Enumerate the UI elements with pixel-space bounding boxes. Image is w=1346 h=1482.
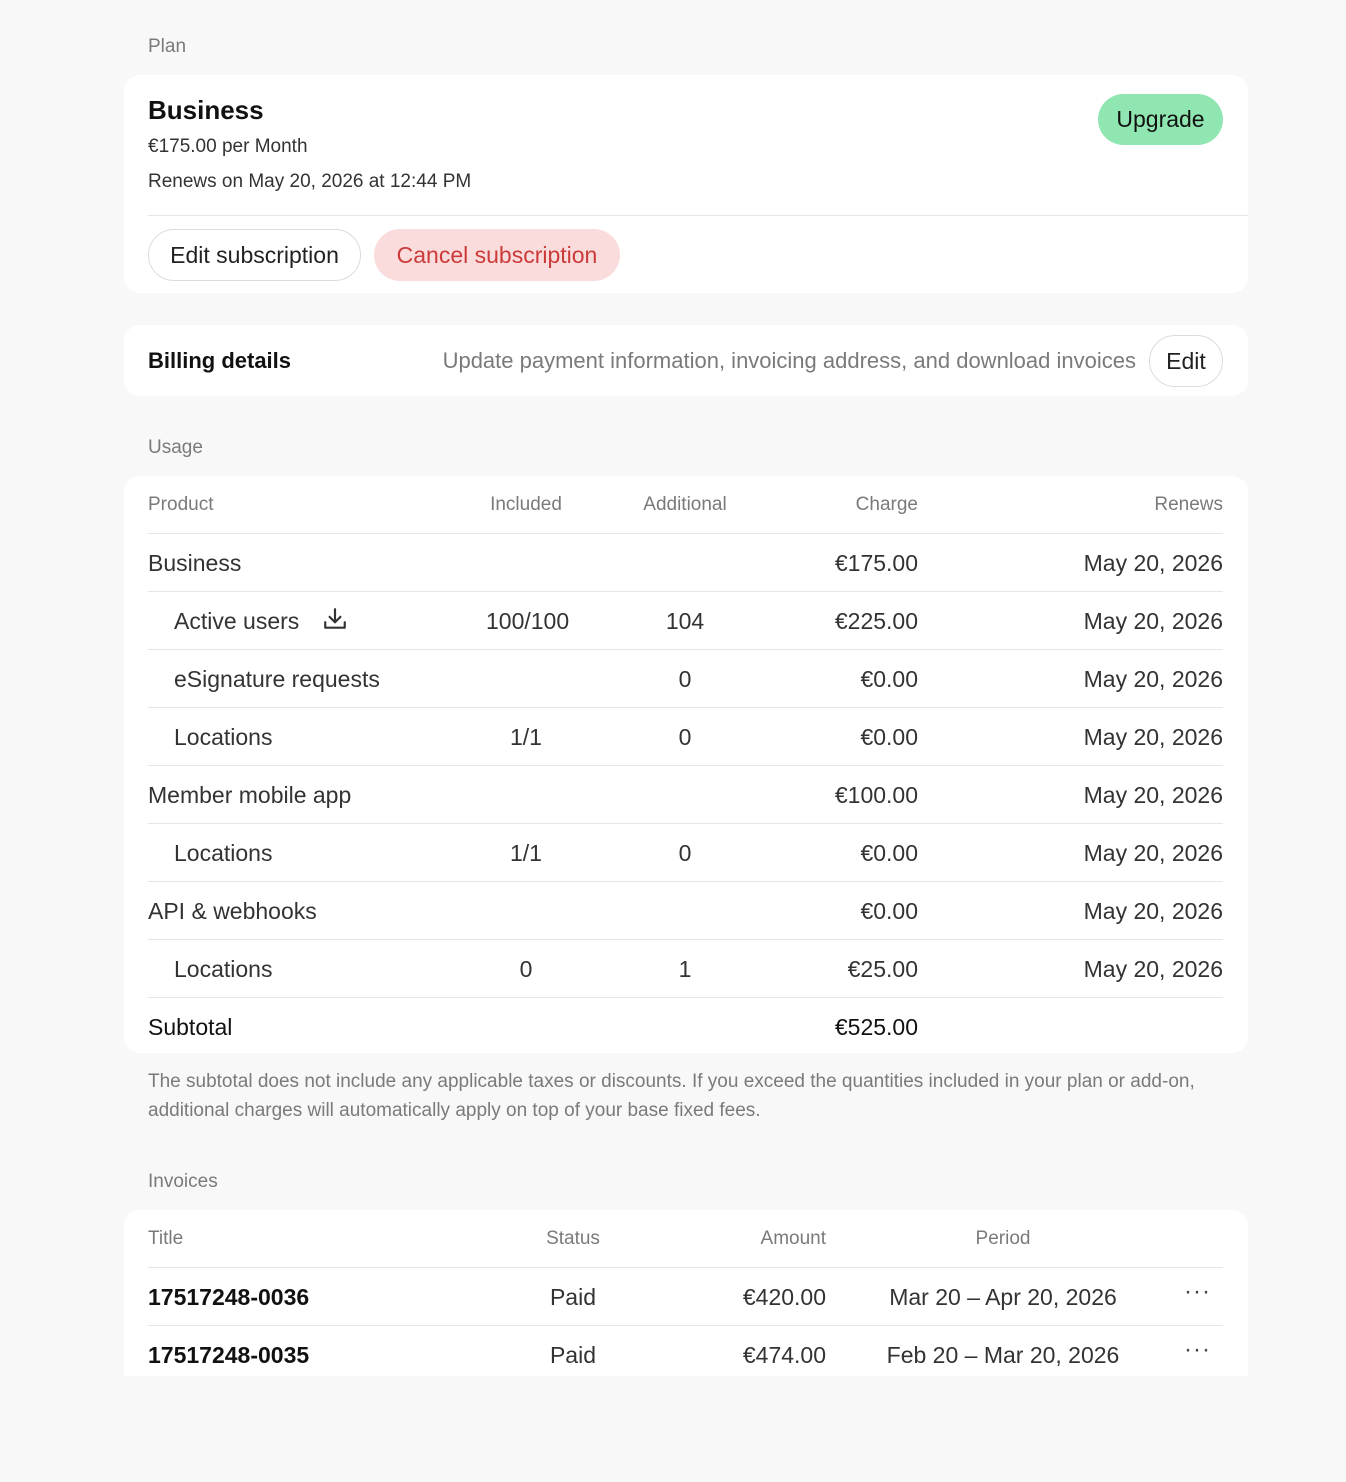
plan-section-label: Plan bbox=[148, 36, 187, 57]
included-value: 1/1 bbox=[510, 724, 542, 750]
table-row bbox=[148, 650, 1223, 708]
renews-date: May 20, 2026 bbox=[1083, 666, 1223, 692]
renews-date: May 20, 2026 bbox=[1083, 550, 1223, 576]
table-row bbox=[148, 882, 1223, 940]
additional-value: 0 bbox=[678, 724, 692, 750]
table-row bbox=[148, 940, 1223, 998]
usage-footnote: The subtotal does not include any applicable taxes or discounts. If you exceed the quantities included in your plan or add-on, additional charges will automatically apply on top of your base fixed fees. bbox=[148, 1071, 1195, 1121]
column-header-product: Product bbox=[148, 494, 214, 515]
invoice-period: Feb 20 – Mar 20, 2026 bbox=[886, 1342, 1120, 1368]
included-value: 1/1 bbox=[510, 840, 542, 866]
column-header-renews: Renews bbox=[1154, 494, 1223, 515]
invoice-title[interactable]: 17517248-0035 bbox=[148, 1342, 310, 1368]
product-name: Locations bbox=[174, 956, 273, 982]
invoice-row[interactable] bbox=[148, 1268, 1223, 1326]
billing-details-description: Update payment information, invoicing address, and download invoices bbox=[442, 348, 1136, 373]
product-name: Locations bbox=[174, 840, 273, 866]
table-row bbox=[148, 534, 1223, 592]
charge-value: €0.00 bbox=[860, 666, 918, 692]
table-row bbox=[148, 708, 1223, 766]
renews-date: May 20, 2026 bbox=[1083, 724, 1223, 750]
column-header-title: Title bbox=[148, 1228, 184, 1249]
additional-value: 0 bbox=[678, 840, 692, 866]
table-row bbox=[148, 824, 1223, 882]
product-name: Business bbox=[148, 550, 242, 576]
subtotal-row bbox=[148, 998, 1223, 1056]
invoices-table-header bbox=[148, 1210, 1223, 1268]
invoices-section-label: Invoices bbox=[148, 1171, 218, 1192]
product-name: API & webhooks bbox=[148, 898, 317, 924]
product-name: eSignature requests bbox=[174, 666, 380, 692]
invoice-status: Paid bbox=[549, 1284, 597, 1310]
upgrade-button[interactable]: Upgrade bbox=[1098, 94, 1223, 145]
column-header-period: Period bbox=[975, 1228, 1031, 1249]
subtotal-value: €525.00 bbox=[834, 1014, 918, 1040]
invoice-row[interactable] bbox=[148, 1326, 1223, 1384]
cancel-subscription-button[interactable]: Cancel subscription bbox=[374, 229, 620, 281]
billing-details-card bbox=[124, 325, 1248, 396]
plan-price: €175.00 per Month bbox=[148, 136, 308, 157]
column-header-status: Status bbox=[546, 1228, 600, 1249]
included-value: 0 bbox=[519, 956, 533, 982]
edit-subscription-button[interactable]: Edit subscription bbox=[148, 229, 361, 281]
renews-date: May 20, 2026 bbox=[1083, 898, 1223, 924]
billing-details-title: Billing details bbox=[148, 348, 292, 373]
usage-table-header bbox=[148, 476, 1223, 534]
more-options-icon[interactable]: ··· bbox=[1184, 1278, 1211, 1305]
usage-table bbox=[124, 476, 1248, 1053]
download-icon[interactable] bbox=[322, 606, 348, 632]
invoice-period: Mar 20 – Apr 20, 2026 bbox=[889, 1284, 1117, 1310]
charge-value: €225.00 bbox=[834, 608, 918, 634]
plan-name: Business bbox=[148, 95, 264, 125]
divider bbox=[148, 215, 1248, 216]
charge-value: €175.00 bbox=[834, 550, 918, 576]
additional-value: 0 bbox=[678, 666, 692, 692]
additional-value: 104 bbox=[665, 608, 705, 634]
column-header-included: Included bbox=[490, 494, 562, 515]
renews-date: May 20, 2026 bbox=[1083, 956, 1223, 982]
invoices-table bbox=[124, 1210, 1248, 1376]
more-options-icon[interactable]: ··· bbox=[1184, 1336, 1211, 1363]
table-row bbox=[148, 766, 1223, 824]
column-header-charge: Charge bbox=[855, 494, 918, 515]
usage-section-label: Usage bbox=[148, 437, 203, 458]
charge-value: €100.00 bbox=[834, 782, 918, 808]
product-name: Member mobile app bbox=[148, 782, 352, 808]
product-name: Active users bbox=[174, 608, 300, 634]
renews-date: May 20, 2026 bbox=[1083, 608, 1223, 634]
column-header-amount: Amount bbox=[760, 1228, 826, 1249]
table-row bbox=[148, 592, 1223, 650]
charge-value: €0.00 bbox=[860, 840, 918, 866]
product-name: Locations bbox=[174, 724, 273, 750]
plan-renewal-date: Renews on May 20, 2026 at 12:44 PM bbox=[148, 171, 472, 192]
column-header-additional: Additional bbox=[643, 494, 727, 515]
included-value: 100/100 bbox=[486, 608, 570, 634]
charge-value: €25.00 bbox=[847, 956, 918, 982]
invoice-amount: €474.00 bbox=[742, 1342, 826, 1368]
billing-edit-button[interactable]: Edit bbox=[1149, 335, 1223, 387]
charge-value: €0.00 bbox=[860, 898, 918, 924]
plan-card bbox=[124, 75, 1248, 293]
charge-value: €0.00 bbox=[860, 724, 918, 750]
invoice-status: Paid bbox=[549, 1342, 597, 1368]
additional-value: 1 bbox=[678, 956, 692, 982]
subtotal-label: Subtotal bbox=[148, 1014, 233, 1040]
renews-date: May 20, 2026 bbox=[1083, 840, 1223, 866]
renews-date: May 20, 2026 bbox=[1083, 782, 1223, 808]
invoice-amount: €420.00 bbox=[742, 1284, 826, 1310]
invoice-title[interactable]: 17517248-0036 bbox=[148, 1284, 310, 1310]
